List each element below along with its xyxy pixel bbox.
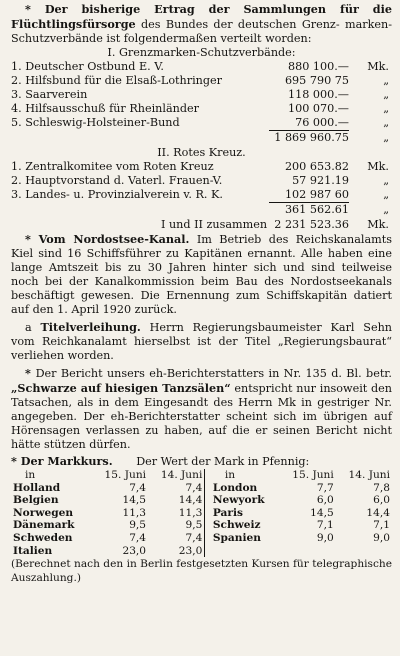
section1-table xyxy=(11,60,392,130)
fx-value-left-2: 14,4 xyxy=(178,494,203,507)
fx-value-right-2: 7,8 xyxy=(373,481,390,494)
col-date2-left: 14. Juni xyxy=(160,469,203,481)
section1-row xyxy=(11,60,392,74)
nordostsee-text: Im Betrieb des Reichskanalamts Kiel sind 16 Schiffsführer zu Kapitänen ernannt. Alle haben eine lange Amtszeit bis zu 30 Jahren hinter sich und sind teilweise noch bei der Kanalkommission beim Bau des Nordostseekanals beschäftigt gewesen. Die Ernennung zum Schiffskapitän datiert auf den 1. April 1920 zurück. xyxy=(11,233,393,316)
section2-amount: 57 921.19 xyxy=(292,174,349,187)
fx-value-right-2: 9,0 xyxy=(373,531,390,544)
fx-place-left: Italien xyxy=(13,544,53,557)
section2-label: 2. Hauptvorstand d. Vaterl. Frauen-V. xyxy=(11,174,223,187)
fx-place-right: Newyork xyxy=(212,494,265,507)
titel-article xyxy=(11,320,392,363)
section2-row xyxy=(11,188,392,202)
section2-label: 1. Zentralkomitee vom Roten Kreuz xyxy=(11,160,214,173)
col-date2-right: 14. Juni xyxy=(348,469,390,481)
fx-value-left-1: 14,5 xyxy=(122,494,147,507)
col-date1-right: 15. Juni xyxy=(292,469,334,481)
markkurs-header: * Der Markkurs. Der Wert der Mark in Pfennig: xyxy=(11,454,310,468)
section2-unit: „ xyxy=(383,188,389,201)
fx-value-right-2: 6,0 xyxy=(373,494,390,507)
section1-unit: „ xyxy=(383,116,389,129)
section2-row xyxy=(11,160,392,174)
col-in-left: in xyxy=(25,469,36,481)
section2-table xyxy=(11,160,392,202)
section1-unit: „ xyxy=(383,88,389,101)
section1-label: 2. Hilfsbund für die Elsaß-Lothringer xyxy=(11,74,223,87)
section1-amount: 100 070.— xyxy=(287,102,349,115)
intro-text-2: marken-Schutzverbände ist folgendermaßen verteilt worden: xyxy=(11,18,392,45)
fx-value-right-1: 14,5 xyxy=(310,506,334,519)
grand-total-label: I und II zusammen xyxy=(161,218,268,231)
section1-row xyxy=(11,74,392,88)
section2-total-unit: „ xyxy=(383,203,389,216)
fx-value-left-1: 7,4 xyxy=(129,481,147,494)
section1-unit: „ xyxy=(383,74,389,87)
fx-value-right-2: 14,4 xyxy=(366,506,390,519)
section1-amount: 118 000.— xyxy=(287,88,349,101)
intro-heading-2: Flüchtlingsfürsorge xyxy=(11,17,136,31)
section1-amount: 880 100.— xyxy=(287,60,349,73)
markkurs-subtitle: Der Wert der Mark in Pfennig: xyxy=(136,455,310,468)
section2-total: 361 562.61 xyxy=(269,202,349,217)
markkurs-footnote: (Berechnet nach den in Berlin festgesetzten Kursen für telegraphische Auszahlung.) xyxy=(11,558,392,585)
fx-value-left-1: 11,3 xyxy=(122,506,147,519)
section2-label: 3. Landes- u. Provinzialverein v. R. K. xyxy=(11,188,223,201)
section2-amount: 102 987 60 xyxy=(284,188,349,201)
section1-row xyxy=(11,102,392,116)
grand-total-unit: Mk. xyxy=(367,218,389,231)
fx-place-left: Norwegen xyxy=(13,506,74,519)
markkurs-row xyxy=(11,507,392,520)
intro-text-1: des Bundes der deutschen Grenz- xyxy=(135,18,340,31)
section1-total: 1 869 960.75 xyxy=(269,130,349,145)
bericht-article: * Der Bericht unsers eh-Berichterstatters in Nr. 135 d. Bl. betr. „Schwarze auf hiesigen Tanzsälen“ entspricht nur insoweit den Tatsachen, als in dem Eingesandt des Herrn Mk in gestriger Nr. angegeben. Der eh-Berichterstatter scheint sich im übrigen auf Hörensagen verlassen zu haben, auf die er seinen Bericht nicht hätte stützen dürfen. xyxy=(11,366,392,451)
grand-total-row xyxy=(11,218,392,232)
fx-value-right-1: 9,0 xyxy=(316,531,334,544)
section1-total-row xyxy=(11,130,392,144)
nordostsee-heading: Vom Nordostsee-Kanal. xyxy=(38,232,190,246)
section2-unit: Mk. xyxy=(367,160,389,173)
markkurs-heading: Der Markkurs. xyxy=(20,454,113,468)
fx-value-left-2: 7,4 xyxy=(185,531,203,544)
fx-value-right-2: 7,1 xyxy=(373,519,390,532)
bericht-title: „Schwarze auf hiesigen Tanzsälen“ xyxy=(11,381,231,395)
section1-title: I. Grenzmarken-Schutzverbände: xyxy=(107,46,296,59)
markkurs-row xyxy=(11,532,392,545)
section1-amount: 695 790 75 xyxy=(284,74,349,87)
nordostsee-article: * Vom Nordostsee-Kanal. Im Betrieb des Reichskanalamts Kiel sind 16 Schiffsführer zu Kapitänen ernannt. Alle haben eine lange Amtszeit bis zu 30 Jahren hinter sich und sind teilweise noch bei der Kanalkommission beim Bau des Nordostseekanals beschäftigt gewesen. Die Ernennung zum Schiffskapitän datiert auf den 1. April 1920 zurück. xyxy=(11,232,393,316)
grand-total-amount: 2 231 523.36 xyxy=(274,218,349,231)
section1-unit: „ xyxy=(383,102,389,115)
section2-row xyxy=(11,174,392,188)
section1-row xyxy=(11,116,392,130)
section1-row xyxy=(11,88,392,102)
fx-value-right-1: 6,0 xyxy=(316,494,334,507)
titel-prefix: a xyxy=(25,321,41,334)
markkurs-row xyxy=(11,494,392,507)
fx-value-right-2 xyxy=(336,545,392,558)
markkurs-row xyxy=(11,545,392,558)
markkurs-row xyxy=(11,482,392,495)
bericht-text-2: entspricht nur insoweit den Tatsachen, als in dem Eingesandt des Herrn Mk in gestriger Nr. angegeben. Der eh-Berichterstatter scheint sich im übrigen auf Hörensagen verlassen zu haben, auf die er seinen Bericht nicht hätte stützen dürfen. xyxy=(11,382,392,451)
markkurs-table-header xyxy=(11,469,392,482)
intro-paragraph: * Der bisherige Ertrag der Sammlungen für die Flüchtlingsfürsorge des Bundes der deutschen Grenz- marken-Schutzverbände ist folgendermaßen verteilt worden: xyxy=(11,2,392,45)
fx-place-right: Paris xyxy=(212,506,243,519)
fx-value-right-1: 7,7 xyxy=(316,481,334,494)
fx-value-left-2: 9,5 xyxy=(185,519,203,532)
fx-place-left: Schweden xyxy=(13,531,73,544)
fx-value-right-1: 7,1 xyxy=(316,519,334,532)
section1-total-unit: „ xyxy=(383,131,389,144)
section2-title: II. Rotes Kreuz. xyxy=(157,146,246,159)
col-in-right: in xyxy=(224,469,236,481)
section1-unit: Mk. xyxy=(367,60,389,73)
col-date1-left: 15. Juni xyxy=(104,469,147,481)
fx-place-left: Belgien xyxy=(13,494,59,507)
fx-value-left-2: 7,4 xyxy=(185,481,203,494)
fx-value-left-1: 23,0 xyxy=(122,544,147,557)
section2-total-row xyxy=(11,202,392,216)
section2-unit: „ xyxy=(383,174,389,187)
fx-place-right xyxy=(211,545,280,558)
fx-value-left-1: 9,5 xyxy=(129,519,147,532)
fx-place-right: Spanien xyxy=(212,531,261,544)
section1-label: 1. Deutscher Ostbund E. V. xyxy=(11,60,164,73)
fx-place-left: Holland xyxy=(13,481,61,494)
section1-label: 4. Hilfsausschuß für Rheinländer xyxy=(11,102,199,115)
markkurs-table xyxy=(11,469,392,557)
titel-heading: Titelverleihung. xyxy=(40,320,141,334)
fx-place-right: Schweiz xyxy=(212,519,261,532)
section1-amount: 76 000.— xyxy=(295,116,349,129)
section1-label: 5. Schleswig-Holsteiner-Bund xyxy=(11,116,180,129)
fx-value-left-2: 11,3 xyxy=(178,506,203,519)
fx-value-left-2: 23,0 xyxy=(178,544,203,557)
fx-place-left: Dänemark xyxy=(13,519,75,532)
titel-text: Herrn Regierungsbaumeister Karl Sehn vom Reichkanalamt hierselbst ist der Titel „Regierungsbaurat“ verliehen worden. xyxy=(11,321,392,362)
fx-place-right: London xyxy=(212,481,258,494)
bericht-text-1: Der Bericht unsers eh-Berichterstatters in Nr. 135 d. Bl. betr. xyxy=(35,367,392,380)
intro-heading-1: Der bisherige Ertrag der Sammlungen für die xyxy=(44,2,392,16)
section1-label: 3. Saarverein xyxy=(11,88,88,101)
fx-value-left-1: 7,4 xyxy=(129,531,147,544)
markkurs-row xyxy=(11,519,392,532)
section2-amount: 200 653.82 xyxy=(284,160,349,173)
fx-value-right-1 xyxy=(280,545,336,558)
